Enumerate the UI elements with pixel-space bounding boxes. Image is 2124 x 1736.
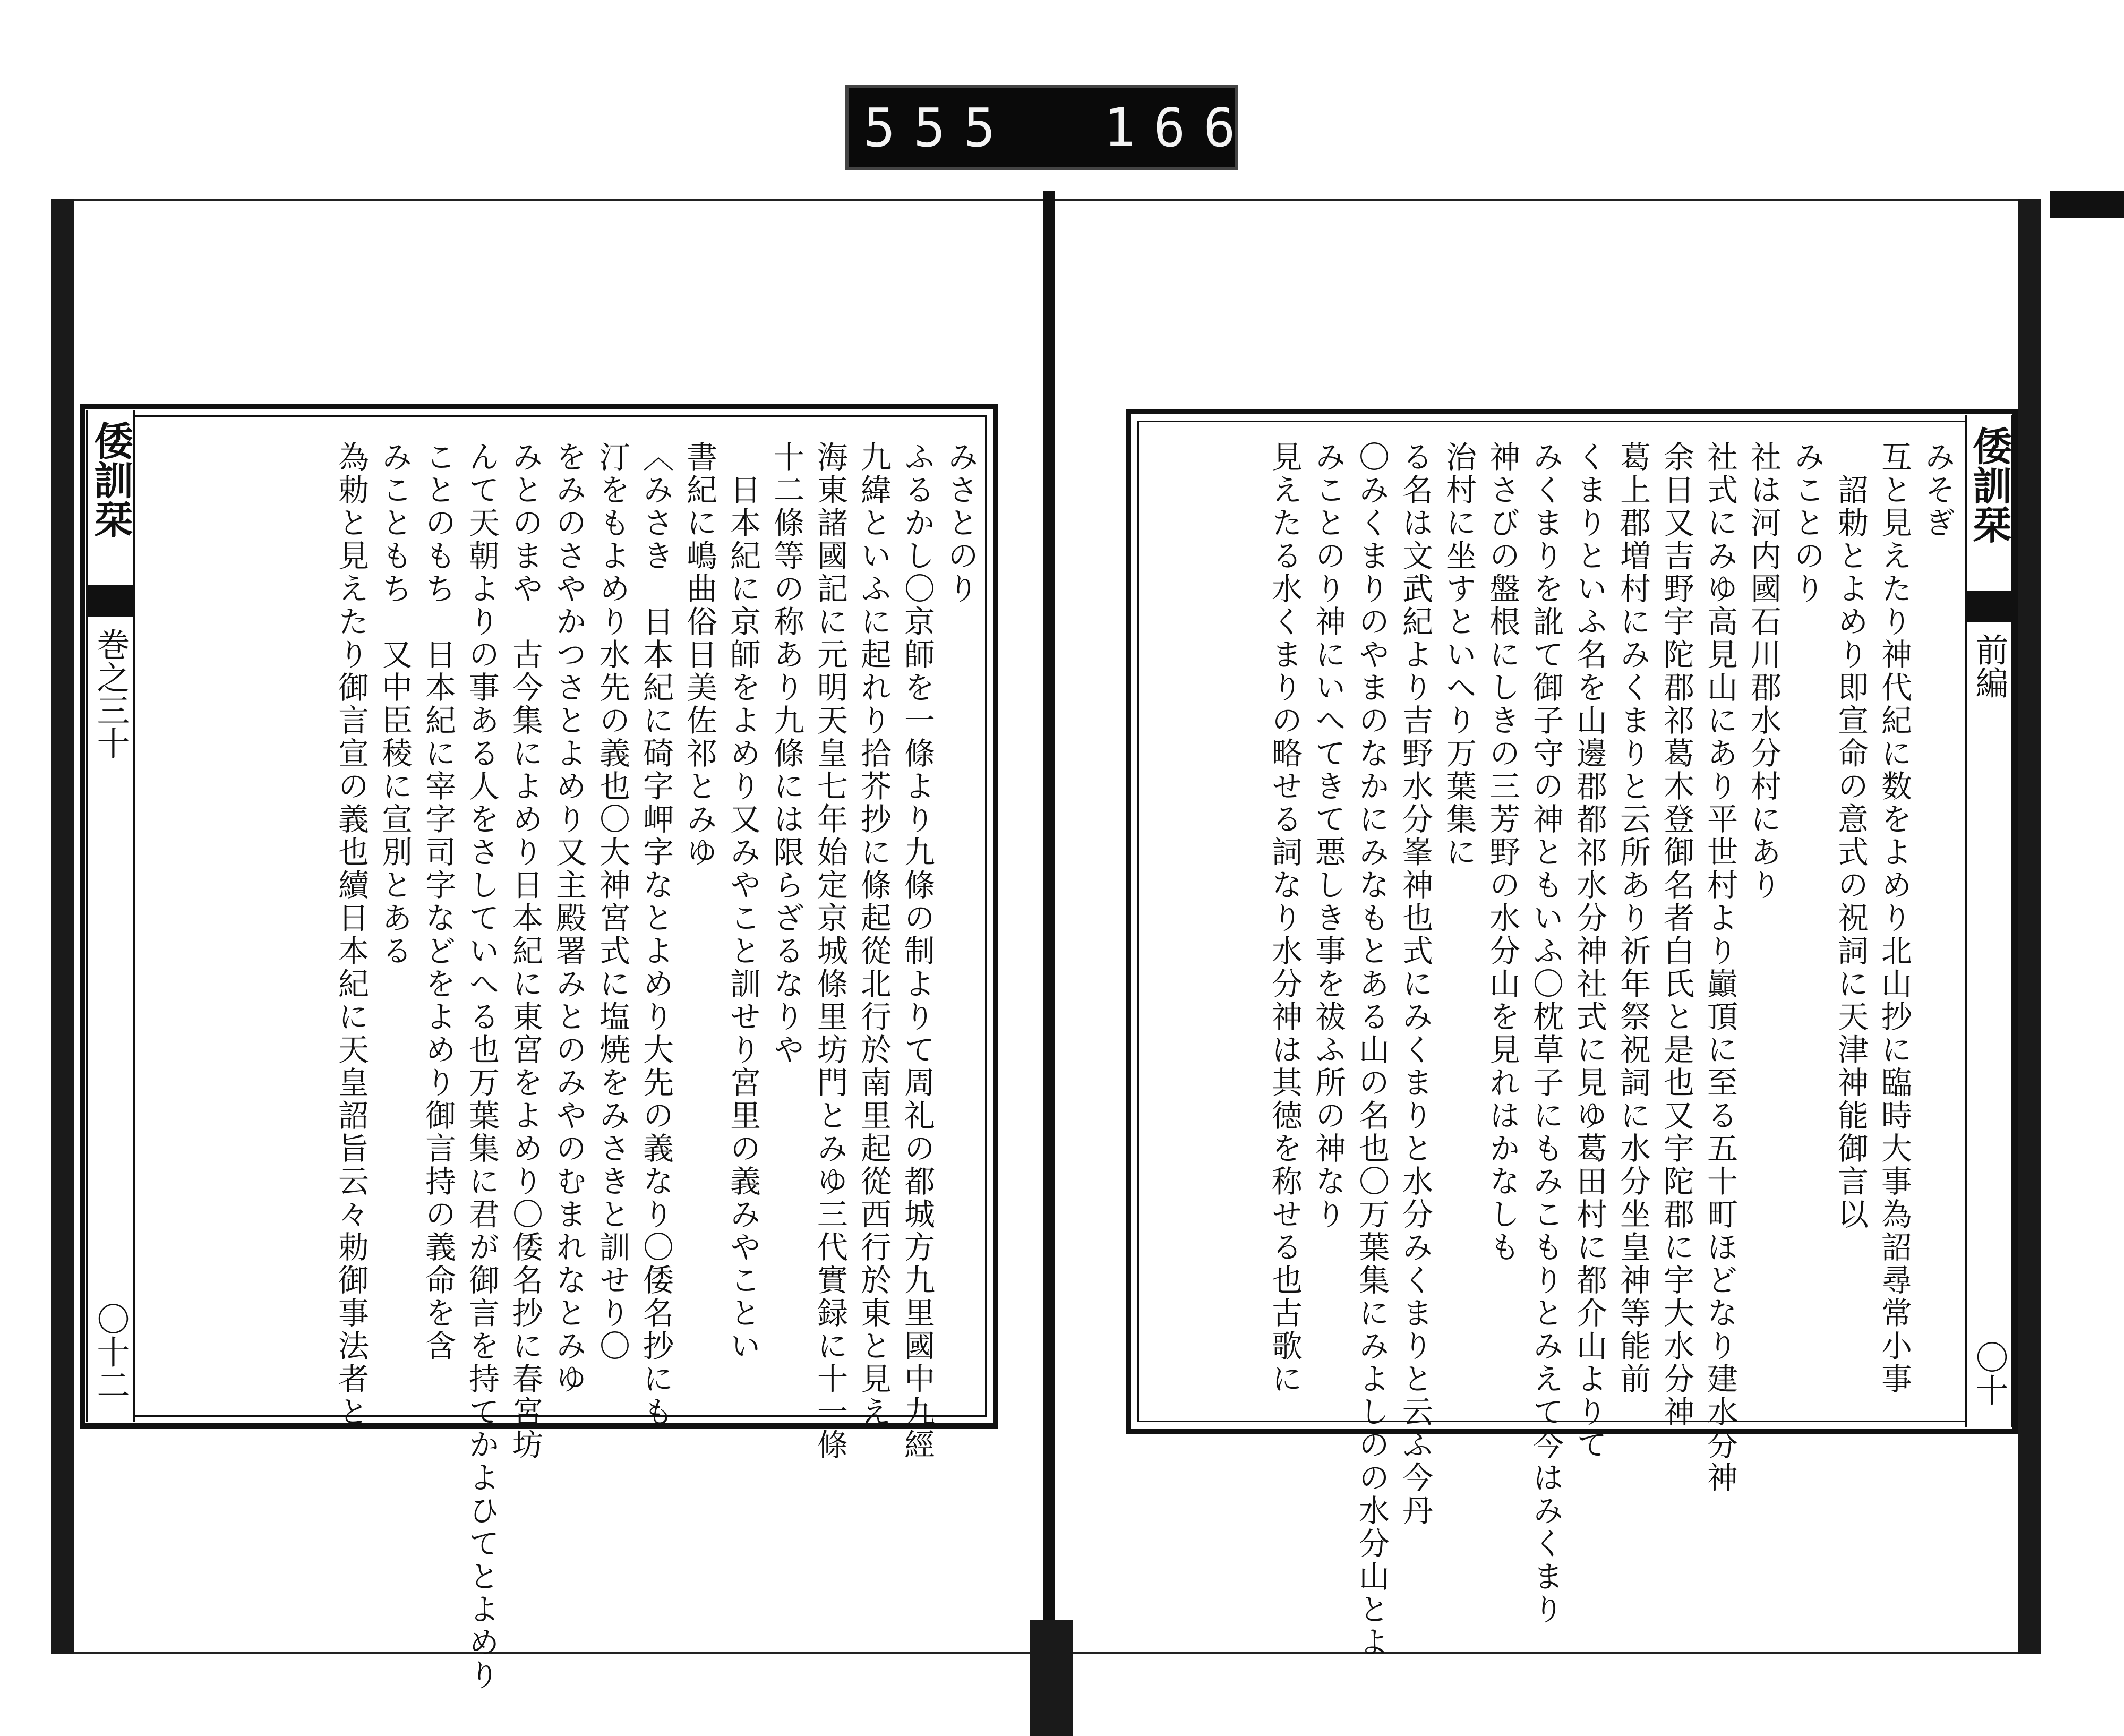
text-column: 余日又吉野宇陀郡祁葛木登御名者白氏と是也又宇陀郡に宇大水分神 [1658,441,1694,1429]
text-column: 為勅と見えたり御言宣の義也續日本紀に天皇詔旨云々勅御事法者と [333,441,369,1429]
right-binding-edge [2018,199,2041,1654]
text-column: 互と見えたり神代紀に数をよめり北山抄に臨時大事為詔尋常小事 [1876,441,1912,1396]
text-column: をみのさやかつさとよめり又主殿署みとのみやのむまれなとみゆ [551,441,587,1396]
right-cover-edge [2050,191,2124,218]
call-number-right: 166 [1103,97,1254,159]
text-column: んて天朝よりの事ある人をさしていへる也万葉集に君が御言を持てかよひてとよめり [464,441,500,1692]
left-fold-strip [86,410,135,1422]
right-volume: 前編 [1970,633,2009,699]
text-column: 詔勅とよめり即宣命の意式の祝詞に天津神能御言以 [1832,441,1869,1231]
text-column: みこともち 又中臣稜に宣別とある [376,441,413,968]
text-column: くまりといふ名を山邊郡都祁水分神社式に見ゆ葛田村に都介山よりて [1571,441,1607,1461]
text-column: ふるかし〇京師を一條より九條の制よりて周礼の都城方九里國中九經 [899,441,935,1461]
text-column: 治村に坐すといへり万葉集に [1441,441,1477,869]
right-folio: 〇十 [1970,1340,2009,1406]
left-folio: 〇十二 [91,1302,130,1401]
text-column: 日本紀に京師をよめり又みやこと訓せり宮里の義みやことい [725,441,761,1363]
text-column: 〇みくまりのやまのなかにみなもとある山の名也〇万葉集にみよしのの水分山とよ [1354,441,1390,1659]
text-column: みとのまや 古今集によめり日本紀に東宮をよめり〇倭名抄に春宮坊 [507,441,543,1461]
left-binding-edge [51,199,74,1654]
gutter-clip [1030,1620,1073,1736]
text-column: ことのもち 日本紀に宰字司字などをよめり御言持の義命を含 [420,441,456,1363]
text-column: みそぎ [1920,441,1956,540]
left-volume: 巻之三十 [91,628,130,759]
call-number-label [845,85,1254,170]
call-number-left: 555 [863,97,1014,159]
left-body-text [138,441,982,1692]
right-body-text [1142,441,1959,1659]
text-column: る名は文武紀より吉野水分峯神也式にみくまりと水分みくまりと云ふ今丹 [1397,441,1433,1527]
text-column: みことのり神にいへてきて悪しき事を祓ふ所の神なり [1310,441,1346,1231]
text-column: 書紀に嶋曲俗日美佐祁とみゆ [681,441,717,869]
text-column: 九緯といふに起れり拾芥抄に條起從北行於南里起從西行於東と見え [855,441,892,1429]
text-column: 神さびの盤根にしきの三芳野の水分山を見れはかなしも [1484,441,1520,1264]
text-column: みくまりを訛て御子守の神ともいふ〇枕草子にもみこもりとみえて今はみくまり [1528,441,1564,1626]
text-column: みさとのり [943,441,979,605]
right-header-title: 倭訓栞 [1966,426,2012,544]
right-fishtail-mark [1967,591,2011,622]
text-column: みことのり [1789,441,1825,605]
text-column: 海東諸國記に元明天皇七年始定京城條里坊門とみゆ三代實録に十一條 [812,441,848,1461]
text-column: 葛上郡増村にみくまりと云所あり祈年祭祝詞に水分坐皇神等能前 [1615,441,1651,1396]
text-column: 十二條等の称あり九條には限らざるなりや [768,441,804,1066]
text-column: 見えたる水くまりの略せる詞なり水分神は其徳を称せる也古歌に [1266,441,1303,1396]
text-column: 社式にみゆ高見山にあり平世村より巓頂に至る五十町ほどなり建水分神 [1702,441,1738,1494]
left-header-title: 倭訓栞 [88,421,133,538]
text-column: 汀をもよめり水先の義也〇大神宮式に塩焼をみさきと訓せり〇 [594,441,630,1363]
right-fold-strip [1965,415,2014,1427]
text-column: 社は河内國石川郡水分村にあり [1745,441,1782,902]
book-gutter [1043,191,1055,1683]
text-column: 〈みさき 日本紀に碕字岬字なとよめり大先の義なり〇倭名抄にも [638,441,674,1429]
left-fishtail-mark [88,585,133,617]
